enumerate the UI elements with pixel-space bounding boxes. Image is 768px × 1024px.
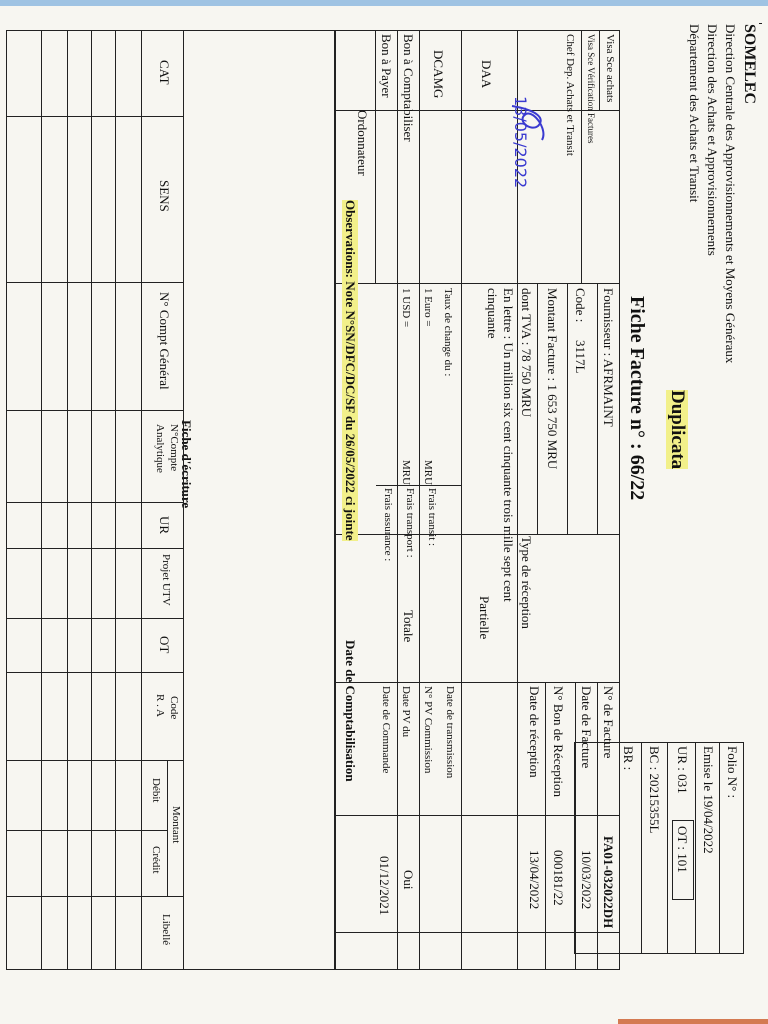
fiche-ecriture-title: Fiche d'écriture: [179, 420, 194, 509]
br-number: BR :: [621, 746, 636, 771]
underline-mark: [759, 23, 762, 24]
date-reception-value: 13/04/2022: [527, 850, 542, 910]
header-line-2: Direction des Achats et Approvisionnements: [705, 24, 720, 256]
chef-dep-label: Chef Dep. Achats et Transit: [564, 34, 576, 156]
supplier-code: 3117L: [573, 340, 588, 374]
page-title: Fiche Facture n° : 66/22: [626, 296, 648, 501]
lettre-line-1: En lettre : Un million six cent cinquante trois mille sept cent: [501, 288, 516, 602]
mru-unit-1: MRU: [422, 460, 434, 486]
date-commande-label: Date de Commande: [380, 686, 392, 774]
date-facture-label: Date de Facture: [579, 686, 594, 769]
emise-date: Emise le 19/04/2022: [701, 746, 716, 854]
date-facture-value: 10/03/2022: [579, 850, 594, 910]
bon-reception-value: 000181/22: [551, 850, 566, 906]
usd-rate: 1 USD =: [400, 288, 412, 328]
montant-facture: Montant Facture : 1 653 750 MRU: [545, 288, 560, 470]
duplicata-stamp: Duplicata: [667, 390, 688, 470]
frais-assurance: Frais assurance :: [382, 488, 394, 562]
lettre-line-2: cinquante: [485, 288, 500, 339]
date-commande-value: 01/12/2021: [377, 856, 392, 916]
date-reception-label: Date de réception: [527, 686, 542, 778]
frais-transit: Frais transit :: [426, 488, 438, 547]
ordonnateur: Ordonnateur: [355, 110, 370, 176]
col-credit: Crédit: [150, 846, 162, 874]
company-name: SOMELEC: [741, 24, 758, 105]
pv-commission-label: N° PV Commission: [422, 686, 434, 774]
col-cat: CAT: [157, 60, 172, 85]
date-transmission-label: Date de transmission: [444, 686, 456, 779]
col-compte-analytique-2: Analytique: [154, 424, 166, 473]
code-label: Code :: [573, 288, 588, 323]
col-compte-general: N° Compt Général: [157, 292, 172, 390]
signature-date: 13/05/2022: [511, 96, 530, 189]
col-projet: Projet UTV: [160, 554, 172, 606]
bon-reception-label: N° Bon de Réception: [551, 686, 566, 797]
col-sens: SENS: [157, 180, 172, 212]
ot-code: OT : 101: [675, 826, 690, 873]
bon-comptabiliser: Bon à Comptabiliser: [401, 34, 416, 142]
mru-unit-2: MRU: [400, 460, 412, 486]
tva: dont TVA : 78 750 MRU: [519, 288, 534, 418]
totale-label: Totale: [401, 610, 416, 643]
header-line-1: Direction Centrale des Approvisionnements et Moyens Généraux: [723, 24, 738, 364]
frais-transport: Frais transport :: [404, 488, 416, 558]
col-debit: Débit: [150, 778, 162, 803]
header-line-3: Département des Achats et Transit: [687, 24, 702, 203]
col-montant: Montant: [170, 806, 182, 844]
fournisseur: Fournisseur : AFRMAINT: [601, 288, 616, 427]
bon-payer: Bon à Payer: [379, 34, 394, 98]
dcamg-label: DCAMG: [431, 50, 446, 99]
main-table: [334, 30, 620, 970]
visa-sce-verif: Visa Sce Vérification Factures: [586, 34, 596, 144]
date-pv-label: Date PV du: [400, 686, 412, 738]
col-libelle: Libellé: [160, 914, 172, 946]
no-facture-value: FA01-032022DH: [601, 836, 616, 929]
taux-change: Taux de change du :: [442, 288, 454, 377]
euro-rate: 1 Euro =: [422, 288, 434, 327]
col-ur: UR: [157, 516, 172, 535]
oui-value: Oui: [401, 870, 416, 890]
date-comptabilisation: Date de Comptabilisation: [343, 640, 358, 782]
observations: Observations: Note N°SN/DFC/DC/SF du 26/05/2022 ci jointe: [343, 200, 358, 541]
col-code-1: Code: [168, 696, 180, 720]
folio-label: Folio N° :: [725, 746, 740, 799]
partielle-label: Partielle: [477, 596, 492, 640]
col-compte-analytique-1: N°Compte: [168, 424, 180, 472]
type-reception-label: Type de réception: [519, 536, 534, 629]
col-code-2: R . A: [154, 694, 166, 717]
col-ot: OT: [157, 636, 172, 654]
ur-code: UR : 031: [675, 746, 690, 794]
daa-label: DAA: [479, 60, 494, 89]
bc-number: BC : 20215355L: [647, 746, 662, 834]
visa-sce-achats: Visa Sce achats: [604, 34, 616, 103]
no-facture-label: N° de Facture: [601, 686, 616, 759]
